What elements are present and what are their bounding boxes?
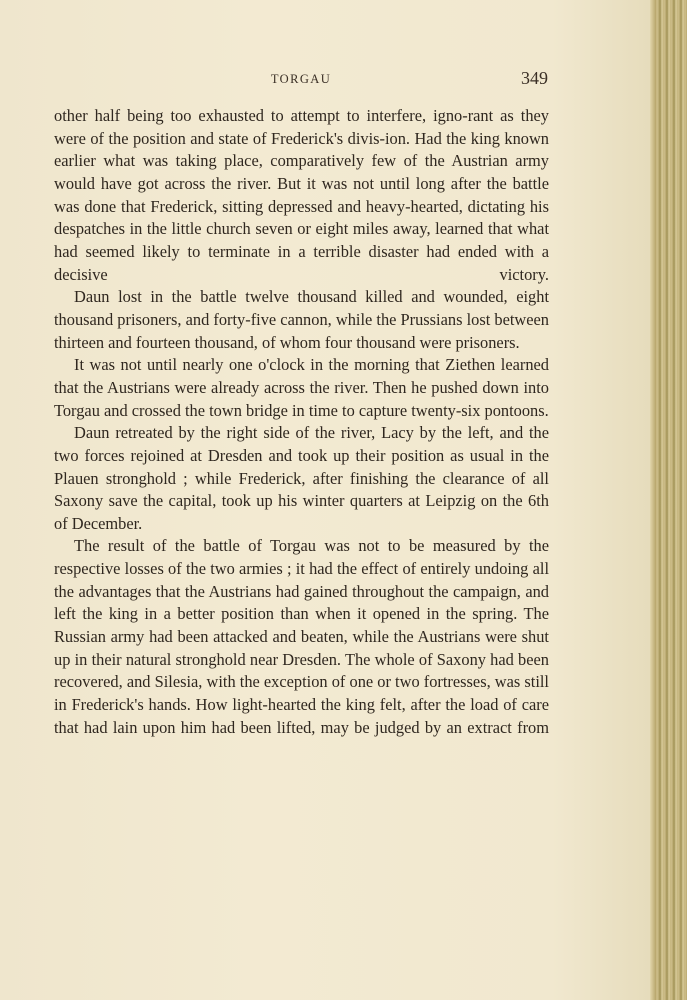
- running-head-title: TORGAU: [270, 72, 332, 86]
- paragraph-5: The result of the battle of Torgau was not to be measured by the respective losses of the two armies ; it had the effect of entirely undoing all the advantages that the Austrians had gained throughout the campaign, and left the king in a better position than when it opened in the spring. The Russian army had been attacked and beaten, while the Austrians were shut up in their natural stronghold near Dresden. The whole of Saxony had been recovered, and Silesia, with the exception of one or two fortresses, was still in Frederick's hands. How light-hearted the king felt, after the load of care that had lain upon him had been lifted, may be judged by an extract from: [54, 536, 549, 737]
- running-head: [54, 68, 548, 92]
- paragraph-3: It was not until nearly one o'clock in the morning that Ziethen learned that the Austrians were already across the river. Then he pushed down into Torgau and crossed the town bridge in time to capture twenty-six pontoons.: [54, 355, 549, 420]
- page-number: 349: [521, 68, 548, 88]
- paragraph-1: other half being too exhausted to attempt to interfere, igno-rant as they were of the position and state of Frederick's divis-ion. Had the king known earlier what was taking place, comparatively few of the Austrian army would have got across the river. But it was not until long after the battle was done that Frederick, sitting depressed and heavy-hearted, dictating his despatches in the little church seven or eight miles away, learned that what had seemed likely to terminate in a terrible disaster had ended with a decisive victory.: [54, 106, 549, 284]
- body-text: [54, 105, 549, 739]
- page-edge: [650, 0, 687, 1000]
- paragraph-4: Daun retreated by the right side of the river, Lacy by the left, and the two forces rejoined at Dresden and took up their position as usual in the Plauen stronghold ; while Frederick, after finishing the clearance of all Saxony save the capital, took up his winter quarters at Leipzig on the 6th of December.: [54, 423, 549, 533]
- paragraph-2: Daun lost in the battle twelve thousand killed and wounded, eight thousand prisoners, and forty-five cannon, while the Prussians lost between thirteen and fourteen thousand, of whom four thousand were prisoners.: [54, 287, 549, 352]
